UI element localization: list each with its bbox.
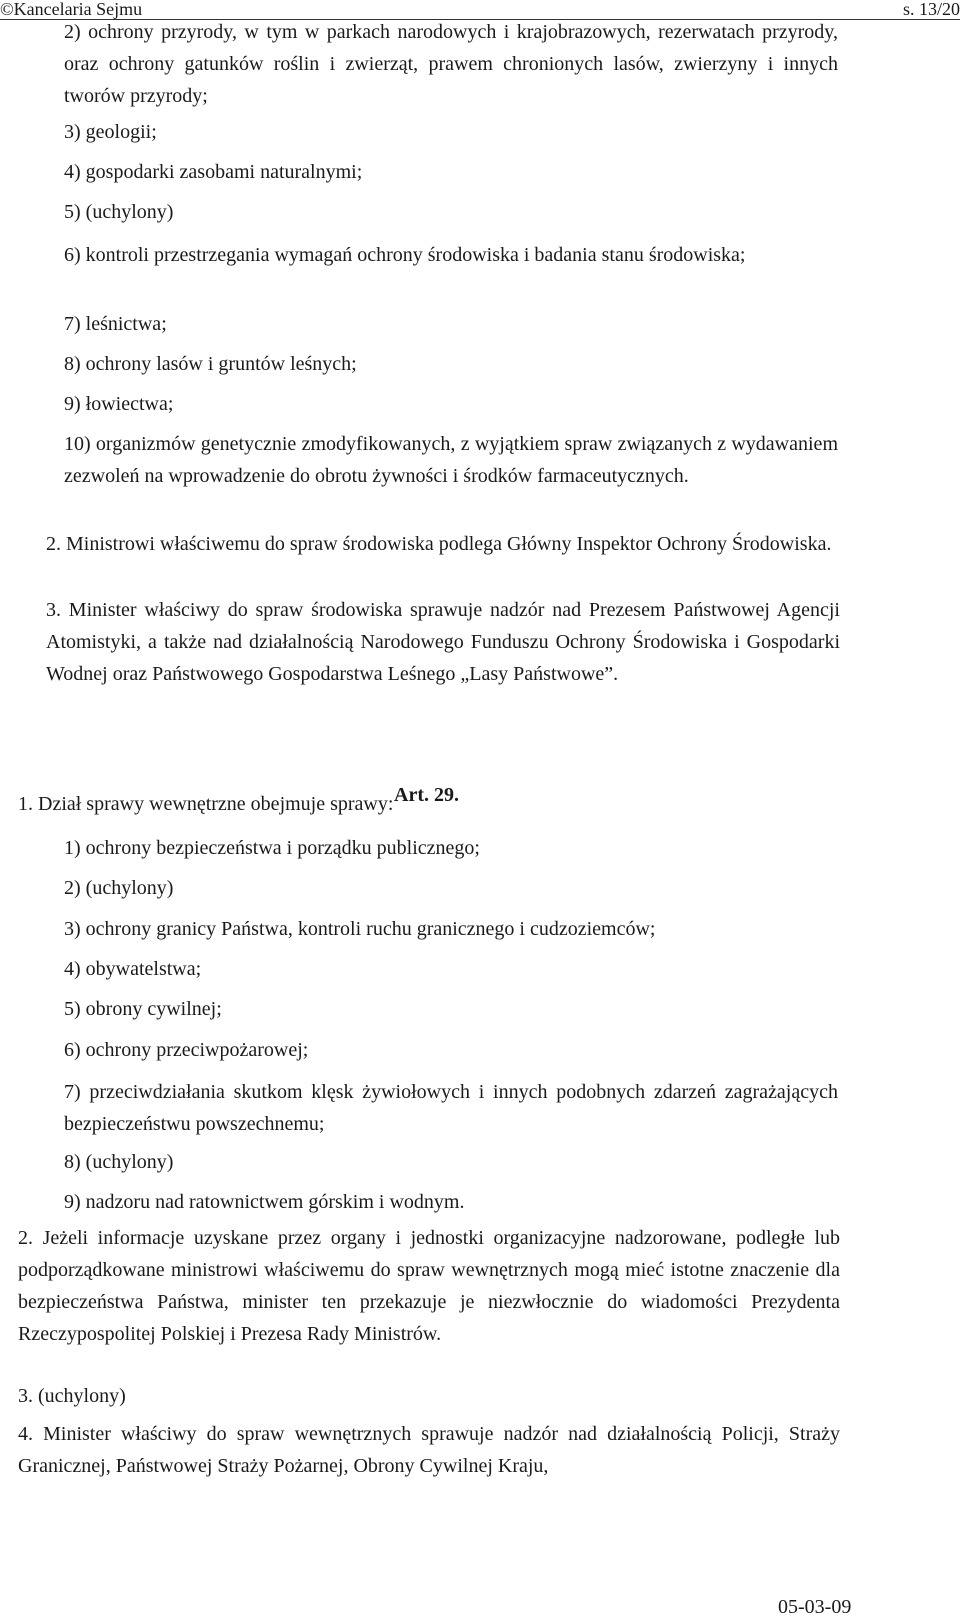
list-item-6: 6) kontroli przestrzegania wymagań ochrony środowiska i badania stanu środowiska;	[64, 244, 746, 266]
article-paragraph-3: 3. (uchylony)	[18, 1385, 126, 1407]
paragraph-2: 2. Ministrowi właściwemu do spraw środowiska podlega Główny Inspektor Ochrony Środowiska.	[46, 533, 832, 555]
article-item-1: 1) ochrony bezpieczeństwa i porządku publicznego;	[64, 837, 480, 859]
article-item-8: 8) (uchylony)	[64, 1151, 174, 1173]
paragraph-3: 3. Minister właściwy do spraw środowiska sprawuje nadzór nad Prezesem Państwowej Agencji Atomistyki, a także nad działalnością Narodowego Funduszu Ochrony Środowiska i Gospodarki Wodnej oraz Państwowego Gospodarstwa Leśnego „Lasy Państwowe”.	[46, 599, 840, 685]
list-item-3: 3) geologii;	[64, 121, 157, 143]
article-item-5: 5) obrony cywilnej;	[64, 998, 222, 1020]
article-heading: Art. 29.	[394, 784, 459, 806]
article-paragraph-4: 4. Minister właściwy do spraw wewnętrznych sprawuje nadzór nad działalnością Policji, Straży Granicznej, Państwowej Straży Pożarnej, Obrony Cywilnej Kraju,	[18, 1423, 840, 1477]
list-item-7: 7) leśnictwa;	[64, 313, 167, 335]
article-item-6: 6) ochrony przeciwpożarowej;	[64, 1039, 309, 1061]
article-intro: 1. Dział sprawy wewnętrzne obejmuje sprawy:	[18, 793, 394, 815]
header-source: ©Kancelaria Sejmu	[0, 0, 143, 19]
list-item-8: 8) ochrony lasów i gruntów leśnych;	[64, 353, 357, 375]
article-item-7: 7) przeciwdziałania skutkom klęsk żywiołowych i innych podobnych zdarzeń zagrażających bezpieczeństwu powszechnemu;	[64, 1081, 838, 1135]
list-item-4: 4) gospodarki zasobami naturalnymi;	[64, 161, 363, 183]
article-item-4: 4) obywatelstwa;	[64, 958, 202, 980]
article-item-9: 9) nadzoru nad ratownictwem górskim i wodnym.	[64, 1191, 465, 1213]
header-page-number: s. 13/20	[902, 0, 960, 19]
article-paragraph-2: 2. Jeżeli informacje uzyskane przez organy i jednostki organizacyjne nadzorowane, podległe lub podporządkowane ministrowi właściwemu do spraw wewnętrznych mogą mieć istotne znaczenie dla bezpieczeństwa Państwa, minister ten przekazuje je niezwłocznie do wiadomości Prezydenta Rzeczypospolitej Polskiej i Prezesa Rady Ministrów.	[18, 1227, 840, 1345]
article-item-2: 2) (uchylony)	[64, 877, 174, 899]
article-item-3: 3) ochrony granicy Państwa, kontroli ruchu granicznego i cudzoziemców;	[64, 918, 656, 940]
list-item-9: 9) łowiectwa;	[64, 393, 174, 415]
list-item-5: 5) (uchylony)	[64, 201, 174, 223]
list-item-10: 10) organizmów genetycznie zmodyfikowanych, z wyjątkiem spraw związanych z wydawaniem zezwoleń na wprowadzenie do obrotu żywności i środków farmaceutycznych.	[64, 433, 838, 487]
footer-date: 05-03-09	[778, 1596, 852, 1618]
list-item-2: 2) ochrony przyrody, w tym w parkach narodowych i krajobrazowych, rezerwatach przyrody, oraz ochrony gatunków roślin i zwierząt, prawem chronionych lasów, zwierzyny i innych tworów przyrody;	[64, 21, 838, 107]
